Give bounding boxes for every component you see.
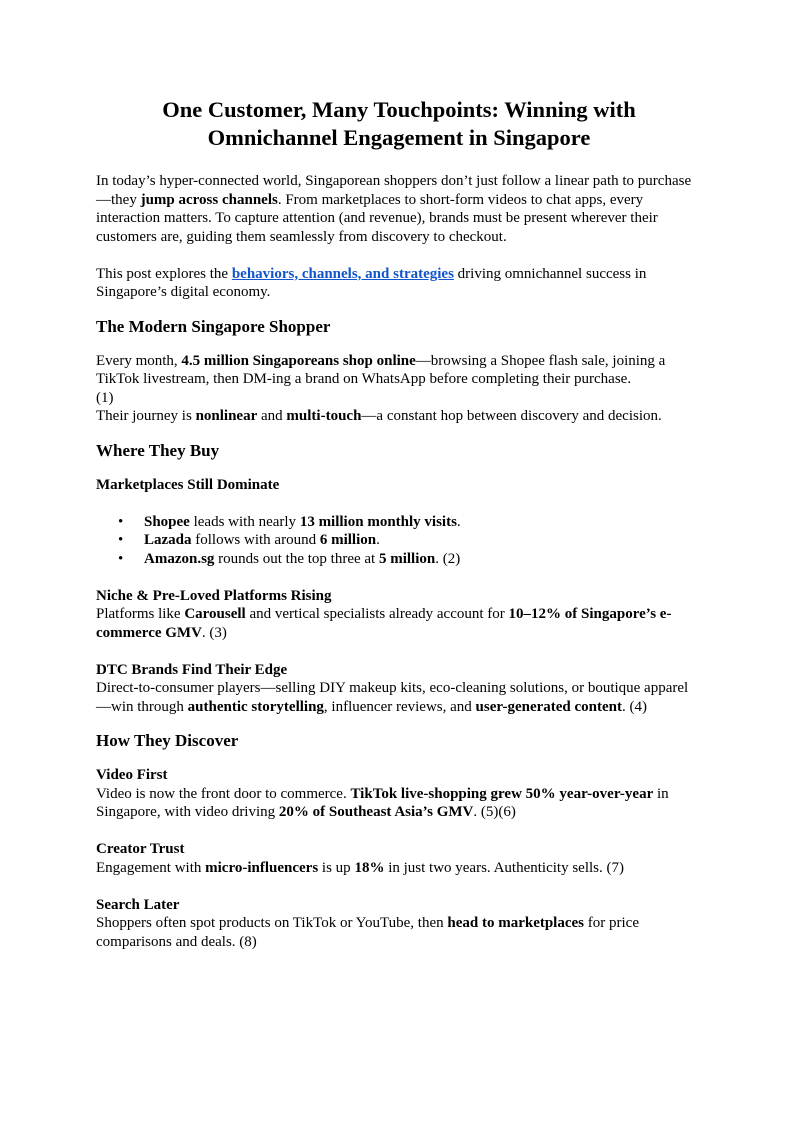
search-heading: Search Later <box>96 896 180 913</box>
video-heading: Video First <box>96 767 168 783</box>
creator-paragraph: Engagement with micro-influencers is up 18% in just two years. Authenticity sells. (7) <box>96 859 624 876</box>
niche-heading: Niche & Pre-Loved Platforms Rising <box>96 587 332 604</box>
intro-paragraph: In today’s hyper-connected world, Singaporean shoppers don’t just follow a linear path to purchase—they jump across channels. From marketplaces to short-form videos to chat apps, every interaction matters. To capture attention (and revenue), brands must be present wherever their customers are, guiding them seamlessly from discovery to checkout. <box>96 173 692 245</box>
explores-paragraph: This post explores the behaviors, channels, and strategies driving omnichannel success in Singapore’s digital economy. <box>96 265 647 300</box>
discover-heading: How They Discover <box>96 731 239 750</box>
list-item: • Amazon.sg rounds out the top three at 5 million. (2) <box>96 550 702 569</box>
strategies-link[interactable]: behaviors, channels, and strategies <box>231 265 454 282</box>
search-paragraph: Shoppers often spot products on TikTok or YouTube, then head to marketplaces for price comparisons and deals. (8) <box>96 915 639 950</box>
marketplaces-list <box>96 513 702 569</box>
dtc-heading: DTC Brands Find Their Edge <box>96 661 288 678</box>
creator-heading: Creator Trust <box>96 841 185 857</box>
page-title: One Customer, Many Touchpoints: Winning with Omnichannel Engagement in Singapore <box>162 97 636 150</box>
video-paragraph: Video is now the front door to commerce. TikTok live-shopping grew 50% year-over-year in Singapore, with video driving 20% of Southeast Asia’s GMV. (5)(6) <box>96 785 669 820</box>
list-item: • Lazada follows with around 6 million. <box>96 531 702 550</box>
document-page <box>96 96 702 951</box>
shopper-paragraph: Every month, 4.5 million Singaporeans shop online—browsing a Shopee flash sale, joining a TikTok livestream, then DM-ing a brand on WhatsApp before completing their purchase. (1) Their journey is nonlinear and multi-touch—a constant hop between discovery and decision. <box>96 352 666 424</box>
dtc-paragraph: Direct-to-consumer players—selling DIY makeup kits, eco-cleaning solutions, or boutique apparel—win through authentic storytelling, influencer reviews, and user-generated content. (4) <box>96 680 689 715</box>
list-item: • Shopee leads with nearly 13 million monthly visits. <box>96 513 702 532</box>
where-heading: Where They Buy <box>96 440 220 460</box>
niche-paragraph: Platforms like Carousell and vertical specialists already account for 10–12% of Singapore’s e-commerce GMV. (3) <box>96 606 672 641</box>
marketplaces-heading: Marketplaces Still Dominate <box>96 476 280 493</box>
shopper-heading: The Modern Singapore Shopper <box>96 316 331 336</box>
